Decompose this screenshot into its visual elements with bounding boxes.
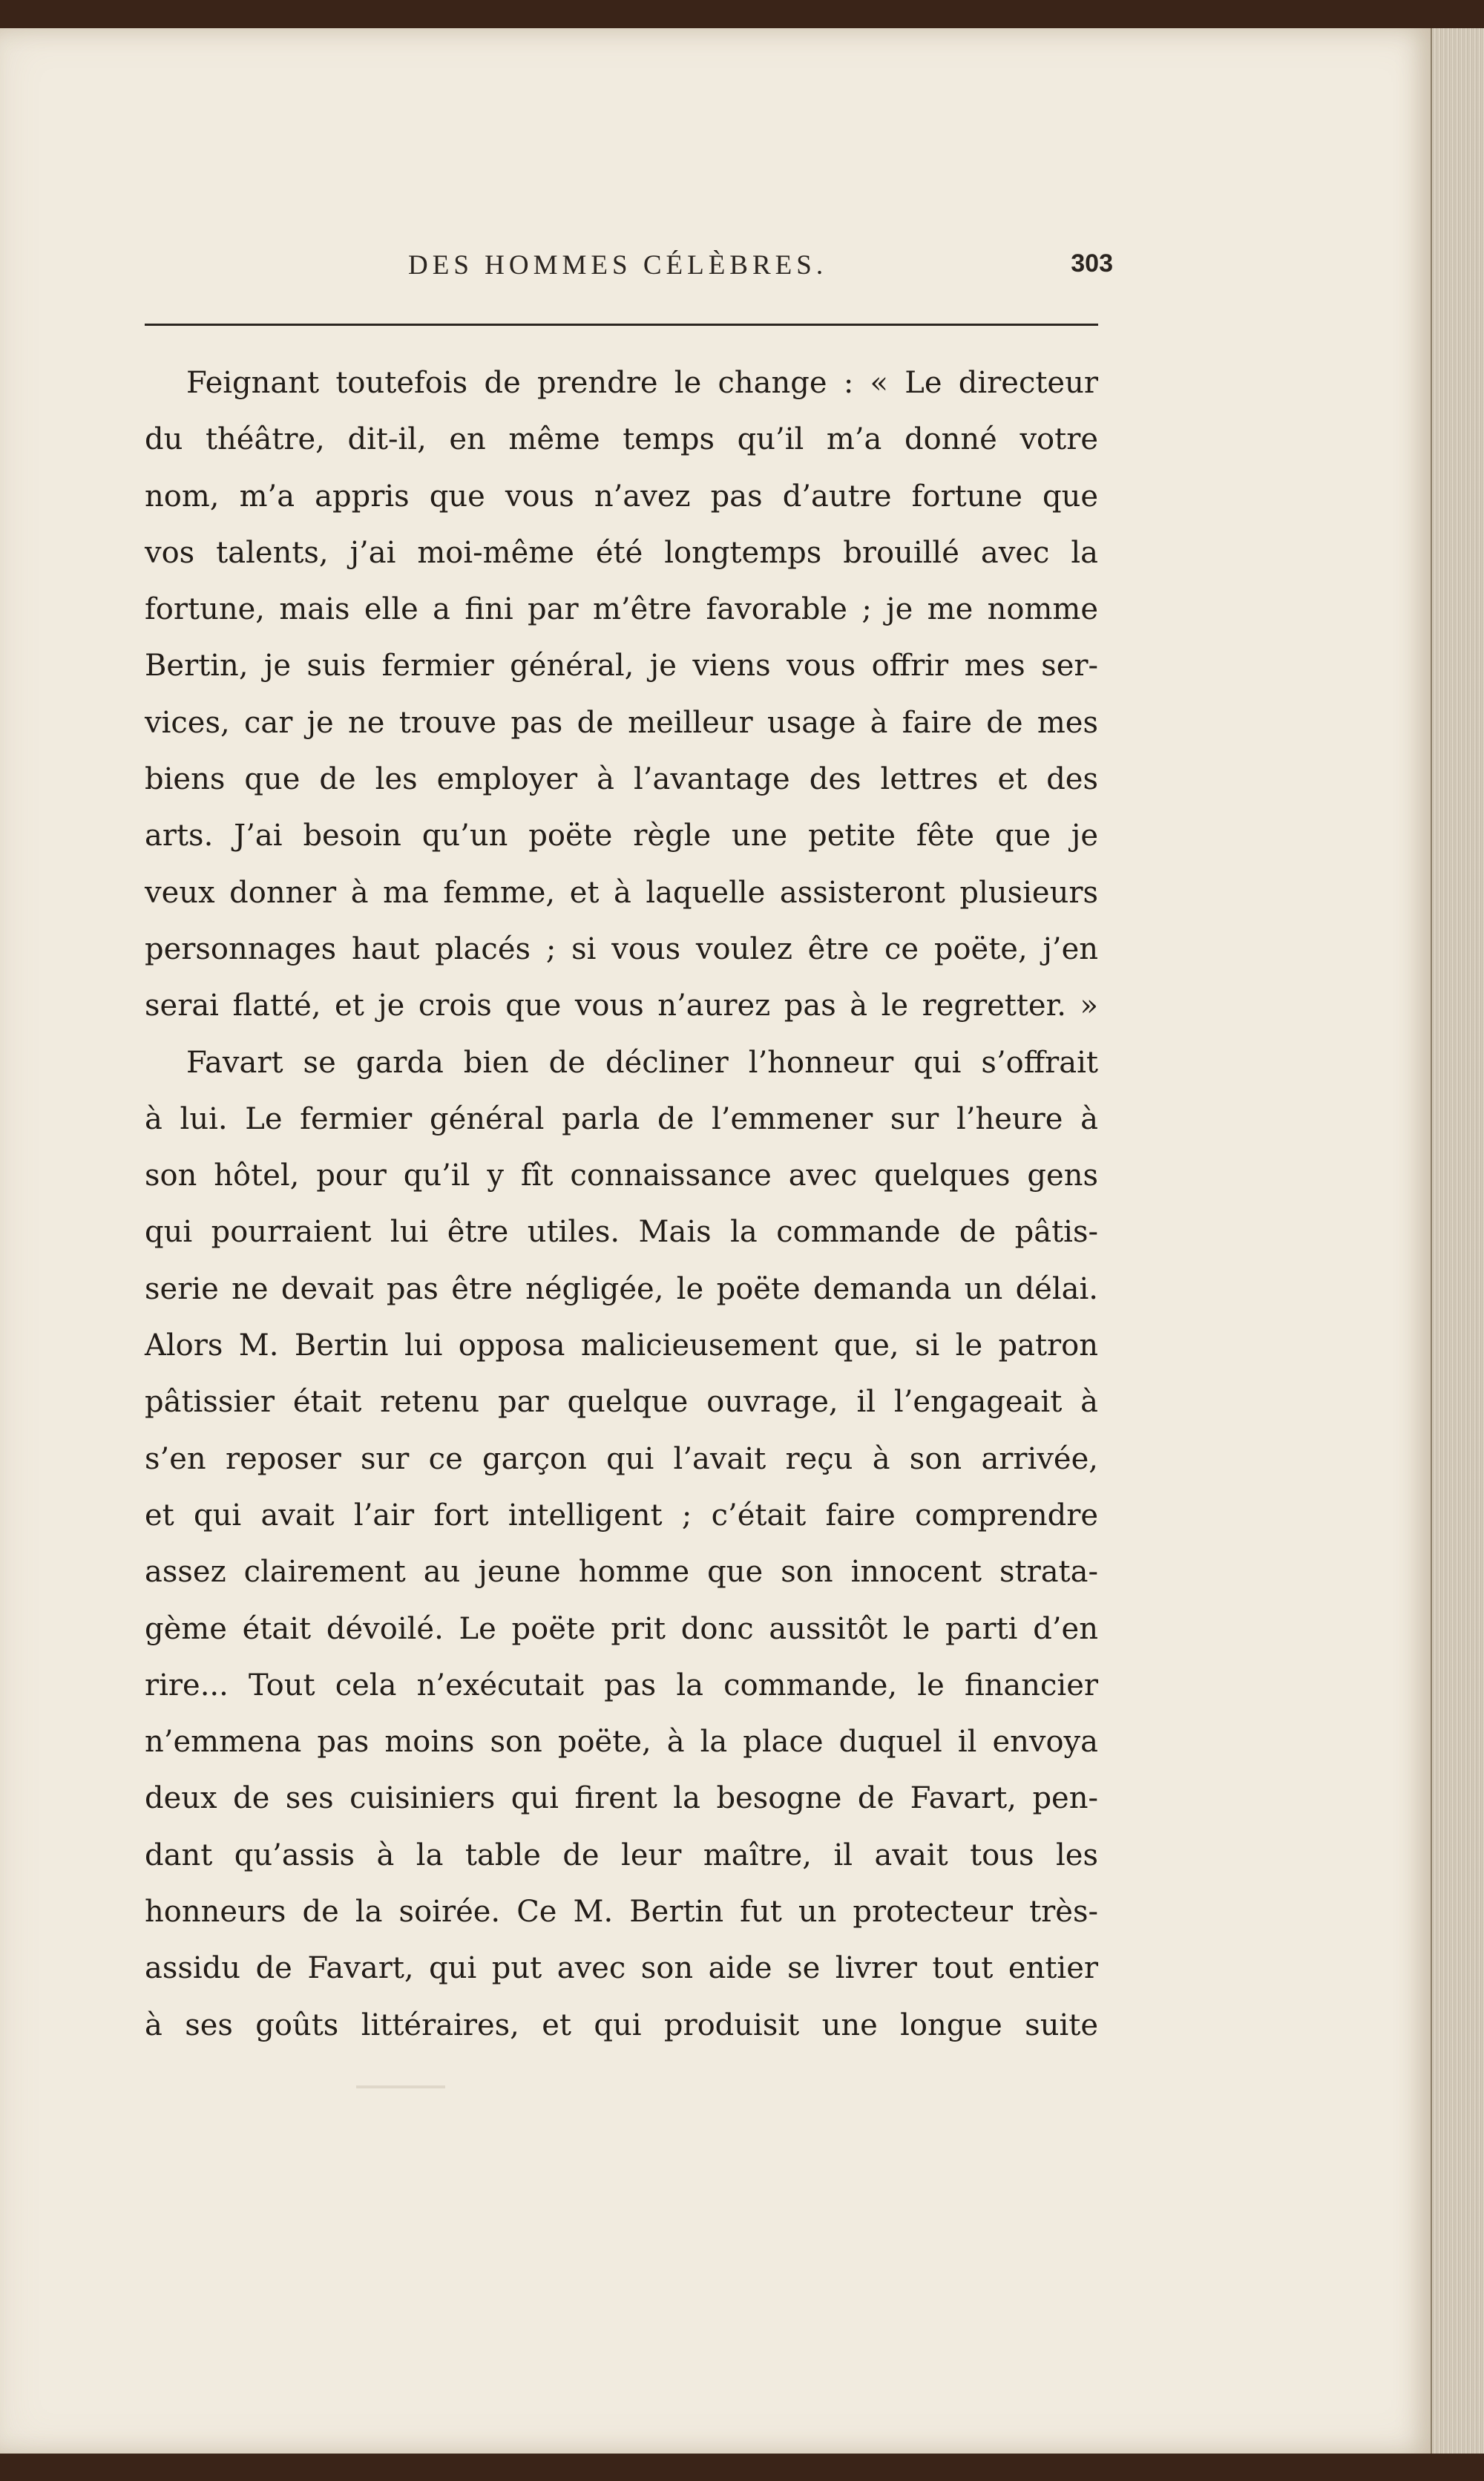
- paper-stain: [356, 2085, 445, 2088]
- text-line: s’en reposer sur ce garçon qui l’avait reçu à son arrivée,: [145, 1441, 1098, 1476]
- text-line: du théâtre, dit-il, en même temps qu’il m’a donné votre: [145, 422, 1098, 457]
- text-line: veux donner à ma femme, et à laquelle assisteront plusieurs: [145, 875, 1098, 910]
- text-line: Alors M. Bertin lui opposa malicieusement que, si le patron: [145, 1328, 1098, 1363]
- text-line: pâtissier était retenu par quelque ouvrage, il l’engageait à: [145, 1385, 1098, 1420]
- text-line: arts. J’ai besoin qu’un poëte règle une petite fête que je: [145, 819, 1098, 853]
- page-edges: [1431, 28, 1484, 2454]
- text-line: fortune, mais elle a fini par m’être favorable ; je me nomme: [145, 592, 1098, 627]
- body-text: [145, 355, 1098, 2054]
- text-line: assidu de Favart, qui put avec son aide se livrer tout entier: [145, 1951, 1098, 1986]
- text-line: deux de ses cuisiniers qui firent la besogne de Favart, pen-: [145, 1781, 1098, 1816]
- text-line: à lui. Le fermier général parla de l’emmener sur l’heure à: [145, 1101, 1098, 1136]
- text-line: à ses goûts littéraires, et qui produisit une longue suite: [145, 2008, 1098, 2042]
- text-line: rire... Tout cela n’exécutait pas la commande, le financier: [145, 1668, 1098, 1702]
- text-line: serie ne devait pas être négligée, le poëte demanda un délai.: [145, 1271, 1098, 1306]
- text-line: gème était dévoilé. Le poëte prit donc aussitôt le parti d’en: [145, 1611, 1098, 1646]
- page-header: [148, 249, 1113, 294]
- text-line: n’emmena pas moins son poëte, à la place duquel il envoya: [145, 1725, 1098, 1760]
- text-line: Favart se garda bien de décliner l’honneur qui s’offrait: [186, 1045, 1098, 1080]
- text-line: Feignant toutefois de prendre le change : « Le directeur: [186, 366, 1098, 400]
- page-number: 303: [1071, 249, 1113, 278]
- header-rule: [145, 324, 1098, 326]
- text-line: honneurs de la soirée. Ce M. Bertin fut un protecteur très-: [145, 1895, 1098, 1930]
- text-line: Bertin, je suis fermier général, je viens vous offrir mes ser-: [145, 649, 1098, 684]
- text-line: et qui avait l’air fort intelligent ; c’était faire comprendre: [145, 1498, 1098, 1533]
- text-line: son hôtel, pour qu’il y fît connaissance avec quelques gens: [145, 1158, 1098, 1193]
- text-line: biens que de les employer à l’avantage des lettres et des: [145, 762, 1098, 797]
- text-line: assez clairement au jeune homme que son innocent strata-: [145, 1555, 1098, 1590]
- text-line: dant qu’assis à la table de leur maître, il avait tous les: [145, 1838, 1098, 1872]
- text-line: nom, m’a appris que vous n’avez pas d’autre fortune que: [145, 479, 1098, 514]
- text-line: serai flatté, et je crois que vous n’aurez pas à le regretter. »: [145, 989, 1098, 1023]
- text-line: qui pourraient lui être utiles. Mais la commande de pâtis-: [145, 1215, 1098, 1250]
- text-line: vos talents, j’ai moi-même été longtemps brouillé avec la: [145, 535, 1098, 570]
- running-title: DES HOMMES CÉLÈBRES.: [408, 250, 828, 281]
- text-line: vices, car je ne trouve pas de meilleur usage à faire de mes: [145, 705, 1098, 740]
- text-line: personnages haut placés ; si vous voulez être ce poëte, j’en: [145, 931, 1098, 966]
